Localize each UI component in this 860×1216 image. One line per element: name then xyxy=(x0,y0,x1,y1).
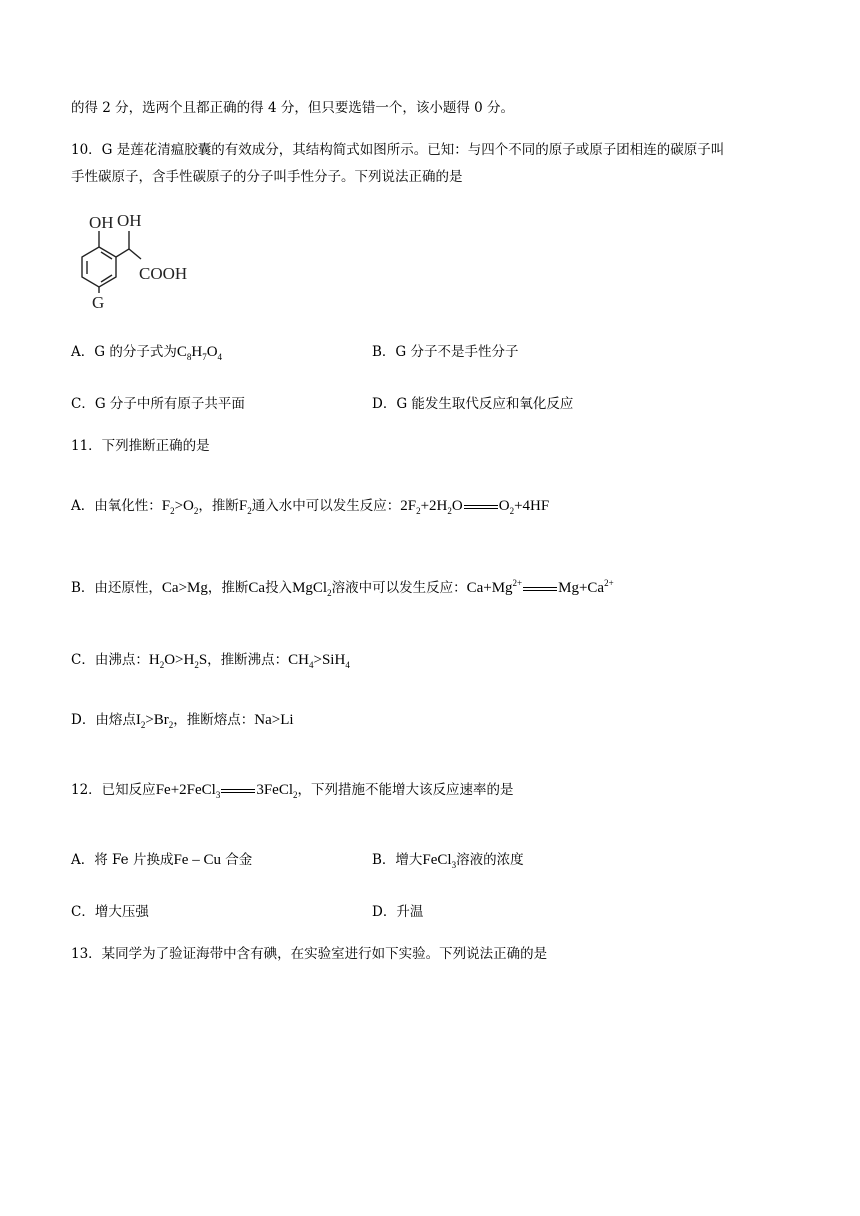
q10-option-d: D．G 能发生取代反应和氧化反应 xyxy=(372,396,574,412)
q12-option-a: A．将 Fe 片换成Fe – Cu 合金 xyxy=(71,852,253,868)
oh-label-ring: OH xyxy=(89,213,114,232)
bond-ring-to-chiral-c xyxy=(116,249,129,257)
bond-chiral-to-cooh xyxy=(129,249,141,259)
q11-option-d: D．由熔点$I_2>Br_2$，推断熔点：Na>Li xyxy=(71,712,294,730)
q10-option-b: B．G 分子不是手性分子 xyxy=(372,344,519,360)
g-label: G xyxy=(92,293,105,312)
intro-tail: 的得 2 分，选两个且都正确的得 4 分，但只要选错一个，该小题得 0 分。 xyxy=(71,100,515,116)
q10-stem-line2: 手性碳原子，含手性碳原子的分子叫手性分子。下列说法正确的是 xyxy=(71,169,463,185)
q12-option-c: C．增大压强 xyxy=(71,904,149,920)
q10-option-c: C．G 分子中所有原子共平面 xyxy=(71,396,245,412)
q12-option-d: D．升温 xyxy=(372,904,424,920)
equals-double-line xyxy=(464,502,498,512)
q11-option-c: C．由沸点：$H_2O>H_2S$，推断沸点：$CH_4>SiH_4$ xyxy=(71,652,350,670)
q13-stem: 13．某同学为了验证海带中含有碘，在实验室进行如下实验。下列说法正确的是 xyxy=(71,946,548,962)
g-structure-figure xyxy=(71,206,211,314)
q11-option-a: A．由氧化性：$F_2>O_2$，推断$F_2$通入水中可以发生反应：$2F_2+2H_2O$ $O_2+4HF$ xyxy=(71,498,550,516)
q10-stem-line1: 10．G 是莲花清瘟胶囊的有效成分，其结构简式如图所示。已知：与四个不同的原子或原子团相连的碳原子叫 xyxy=(71,142,725,158)
equals-double-line xyxy=(221,786,255,796)
q11-option-b: B．由还原性，Ca>Mg，推断Ca投入MgCl$_2$溶液中可以发生反应：$Ca+Mg^{2+}$ $Mg+Ca^{2+}$ xyxy=(71,578,614,598)
cooh-label: COOH xyxy=(139,264,188,283)
oh-label-chiral: OH xyxy=(117,211,142,230)
q11-stem: 11．下列推断正确的是 xyxy=(71,438,210,454)
q10-option-a: A．G 的分子式为$C_8H_7O_4$ xyxy=(71,344,223,362)
equals-double-line xyxy=(523,584,557,594)
q12-stem: 12．已知反应Fe+2FeCl$_3$ 3FeCl$_2$，下列措施不能增大该反应速率的是 xyxy=(71,782,514,800)
q12-option-b: B．增大FeCl$_3$溶液的浓度 xyxy=(372,852,524,870)
